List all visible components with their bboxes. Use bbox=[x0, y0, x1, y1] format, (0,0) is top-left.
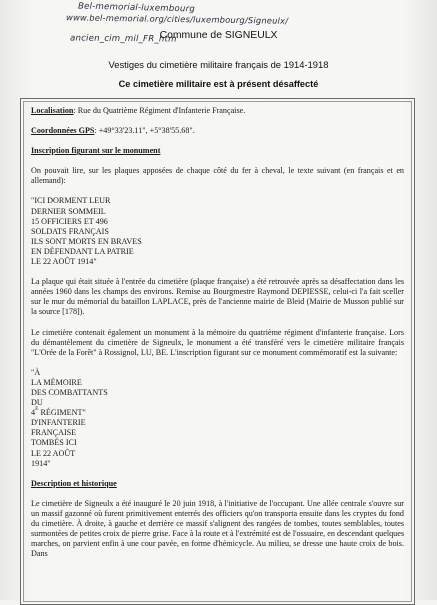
monument-line: TOMBÉS ICI bbox=[31, 438, 77, 448]
desaffecte-notice: Ce cimetière militaire est à présent désaffecté bbox=[118, 79, 319, 89]
location-label: Localisation bbox=[31, 106, 74, 115]
monument-line: DU bbox=[31, 398, 43, 408]
handwritten-note-3: ancien_cim_mil_FR_htm bbox=[69, 33, 177, 45]
plaque-history-paragraph: La plaque qui était située à l'entrée du cimetière (plaque française) a été retrouvée après sa désaffectation dans les années 1960 dans les champs des environs. Remise au Bourgmestre Raymond DEPIESSE, celui-ci l'a fait sceller sur le mur du mémorial du bataillon LAPLACE, près de l'ancienne mairie de Bleid (Mairie de Musson publié sur la source [178]). bbox=[31, 277, 404, 317]
plaque-line: LE 22 AOÛT 1914" bbox=[31, 257, 97, 267]
handwritten-note-1: Bel-memorial-luxembourg bbox=[77, 1, 196, 15]
monument-line-regiment bbox=[31, 408, 404, 418]
plaque-line: ILS SONT MORTS EN BRAVES bbox=[31, 236, 142, 246]
handwritten-note-2: www.bel-memorial.org/cities/luxembourg/Signeulx/ bbox=[65, 12, 289, 26]
description-paragraph: Le cimetière de Signeulx a été inauguré le 20 juin 1918, à l'initiative de l'occupant. Une allée centrale s'ouvre sur un massif gazonné où furent primitivement enterrés des officiers qu'on transporta ensuite dans les cryptes du fond du cimetière. À droite, à gauche et derrière ce massif s'alignent des rangées de tombes, toutes semblables, toutes surmontées de petites croix de pierre grise. Face à la route et à l'extrémité est de l'ossuaire, en descendant quelques marches, on parvient enfin à une cour pavée, en forme d'hémicycle. Au milieu, se dresse une haute croix de bois. Dans bbox=[31, 498, 404, 559]
plaque-line: SOLDATS FRANÇAIS bbox=[31, 226, 109, 236]
regiment-word: RÉGIMENT" bbox=[38, 408, 86, 418]
monument-line: FRANÇAISE bbox=[31, 428, 77, 438]
monument-line: DES COMBATTANTS bbox=[31, 387, 108, 397]
gps-line bbox=[31, 126, 404, 136]
document-body bbox=[31, 106, 404, 559]
gps-label: Coordonnées GPS bbox=[31, 126, 95, 136]
monument-paragraph: Le cimetière contenait également un monument à la mémoire du quatrième régiment d'infanterie française. Lors du démantèlement du cimetière de Signeulx, le monument a été transféré vers le cimetière militaire français "L'Orée de la Forêt" à Rossignol, LU, BE. L'inscription figurant sur ce monument commémoratif est la suivante: bbox=[31, 327, 404, 357]
commune-title: Commune de SIGNEULX bbox=[159, 30, 278, 41]
plaque-line: 15 OFFICIERS ET 496 bbox=[31, 216, 108, 226]
description-heading: Description et historique bbox=[31, 478, 117, 488]
inscription-intro: On pouvait lire, sur les plaques apposées de chaque côté du fer à cheval, le texte suivant (en français et en allemand): bbox=[31, 166, 404, 186]
monument-line: 1914" bbox=[31, 458, 51, 468]
regiment-number: 4 bbox=[31, 408, 36, 418]
inscription-heading: Inscription figurant sur le monument bbox=[31, 146, 161, 156]
monument-line: D'INFANTERIE bbox=[31, 418, 86, 428]
plaque-inscription bbox=[31, 196, 404, 267]
gps-text: : +49°33'23.11", +5°38'55.68". bbox=[94, 126, 195, 136]
location-line bbox=[31, 106, 404, 116]
page-subtitle: Vestiges du cimetière militaire français de 1914-1918 bbox=[108, 59, 329, 70]
monument-inscription bbox=[31, 368, 404, 469]
monument-line: "À bbox=[31, 367, 41, 377]
plaque-line: DERNIER SOMMEIL bbox=[31, 206, 106, 216]
plaque-line: "ICI DORMENT LEUR bbox=[31, 196, 111, 206]
monument-line: LA MÉMOIRE bbox=[31, 377, 82, 387]
plaque-line: EN DÉFENDANT LA PATRIE bbox=[31, 246, 134, 256]
regiment-superscript: E bbox=[35, 406, 39, 413]
monument-line: LE 22 AOÛT bbox=[31, 448, 76, 458]
location-text: : Rue du Quatrième Régiment d'Infanterie Française. bbox=[73, 106, 246, 115]
